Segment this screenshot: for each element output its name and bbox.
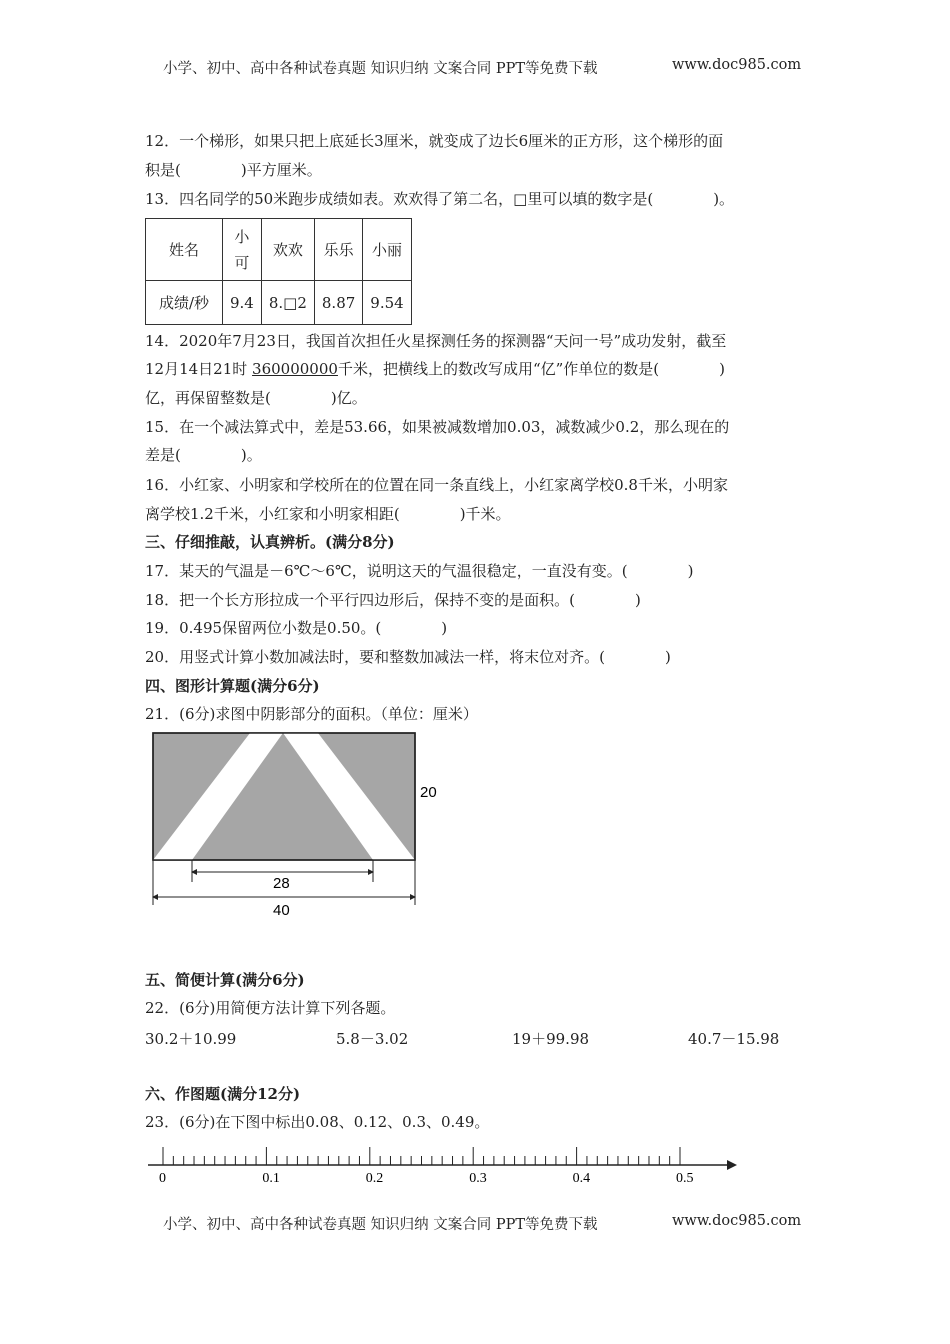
q19: 19．0.495保留两位小数是0.50。( ): [145, 619, 448, 637]
q15-line1: 15．在一个减法算式中，差是53.66，如果被减数增加0.03，减数减少0.2，那么现在的: [145, 418, 730, 436]
label-inner: 28: [273, 875, 290, 892]
section-6-title: 六、作图题(满分12分): [145, 1085, 301, 1103]
tick-label: 0: [159, 1171, 166, 1186]
calc-2: 5.8－3.02: [336, 1030, 409, 1048]
footer: [163, 1213, 802, 1234]
text: 12月14日21时: [145, 360, 248, 378]
header-text: 小学、初中、高中各种试卷真题 知识归纳 文案合同 PPT等免费下载: [163, 61, 598, 77]
tick-label: 0.3: [469, 1171, 487, 1186]
th: 欢欢: [261, 219, 314, 281]
tick-label: 0.1: [262, 1171, 280, 1186]
q16-line2: 离学校1.2千米，小红家和小明家相距( )千米。: [145, 505, 511, 523]
label-height: 20: [420, 784, 437, 801]
section-5-title: 五、简便计算(满分6分): [145, 971, 305, 989]
q17: 17．某天的气温是－6℃～6℃，说明这天的气温很稳定，一直没有变。( ): [145, 562, 694, 580]
calc-3: 19＋99.98: [512, 1030, 590, 1048]
q21: 21．(6分)求图中阴影部分的面积。（单位：厘米）: [145, 705, 478, 723]
footer-text: 小学、初中、高中各种试卷真题 知识归纳 文案合同 PPT等免费下载: [163, 1217, 598, 1233]
section-3-title: 三、仔细推敲，认真辨析。(满分8分): [145, 533, 395, 551]
q23: 23．(6分)在下图中标出0.08、0.12、0.3、0.49。: [145, 1113, 490, 1131]
q12-line1: 12．一个梯形，如果只把上底延长3厘米，就变成了边长6厘米的正方形，这个梯形的面: [145, 132, 724, 150]
td: 8.□2: [261, 281, 314, 325]
q16-line1: 16．小红家、小明家和学校所在的位置在同一条直线上，小红家离学校0.8千米，小明家: [145, 476, 728, 494]
header-url: www.doc985.com: [672, 57, 802, 73]
q12-line2: 积是( )平方厘米。: [145, 161, 322, 179]
number-line: [148, 1147, 737, 1186]
q20: 20．用竖式计算小数加减法时，要和整数加减法一样，将末位对齐。( ): [145, 648, 671, 666]
th: 小丽: [363, 219, 411, 281]
tick-label: 0.5: [676, 1171, 694, 1186]
tick-label: 0.4: [572, 1171, 591, 1186]
calc-1: 30.2＋10.99: [145, 1030, 237, 1048]
footer-url: www.doc985.com: [672, 1213, 802, 1229]
th: 乐乐: [314, 219, 362, 281]
th: 小 可: [223, 219, 262, 281]
tick-label: 0.2: [365, 1171, 384, 1186]
td: 成绩/秒: [146, 281, 223, 325]
q15-line2: 差是( )。: [145, 446, 262, 464]
underlined-number: 360000000: [252, 360, 338, 378]
q22: 22．(6分)用简便方法计算下列各题。: [145, 999, 396, 1017]
q13: 13．四名同学的50米跑步成绩如表。欢欢得了第二名，□里可以填的数字是( )。: [145, 190, 735, 208]
th: 姓名: [146, 219, 223, 281]
q14-line1: 14．2020年7月23日，我国首次担任火星探测任务的探测器“天问一号”成功发射，截至: [145, 332, 727, 350]
shaded-figure: [153, 733, 437, 919]
q14-line3: 亿，再保留整数是( )亿。: [145, 389, 367, 407]
calc-4: 40.7－15.98: [688, 1030, 780, 1048]
q18: 18．把一个长方形拉成一个平行四边形后，保持不变的是面积。( ): [145, 591, 641, 609]
td: 8.87: [314, 281, 362, 325]
label-outer: 40: [273, 902, 290, 919]
td: 9.4: [223, 281, 262, 325]
td: 9.54: [363, 281, 411, 325]
section-4-title: 四、图形计算题(满分6分): [145, 677, 320, 695]
arrow-icon: [727, 1160, 737, 1170]
text: 千米，把横线上的数改写成用“亿”作单位的数是( ): [337, 360, 725, 378]
